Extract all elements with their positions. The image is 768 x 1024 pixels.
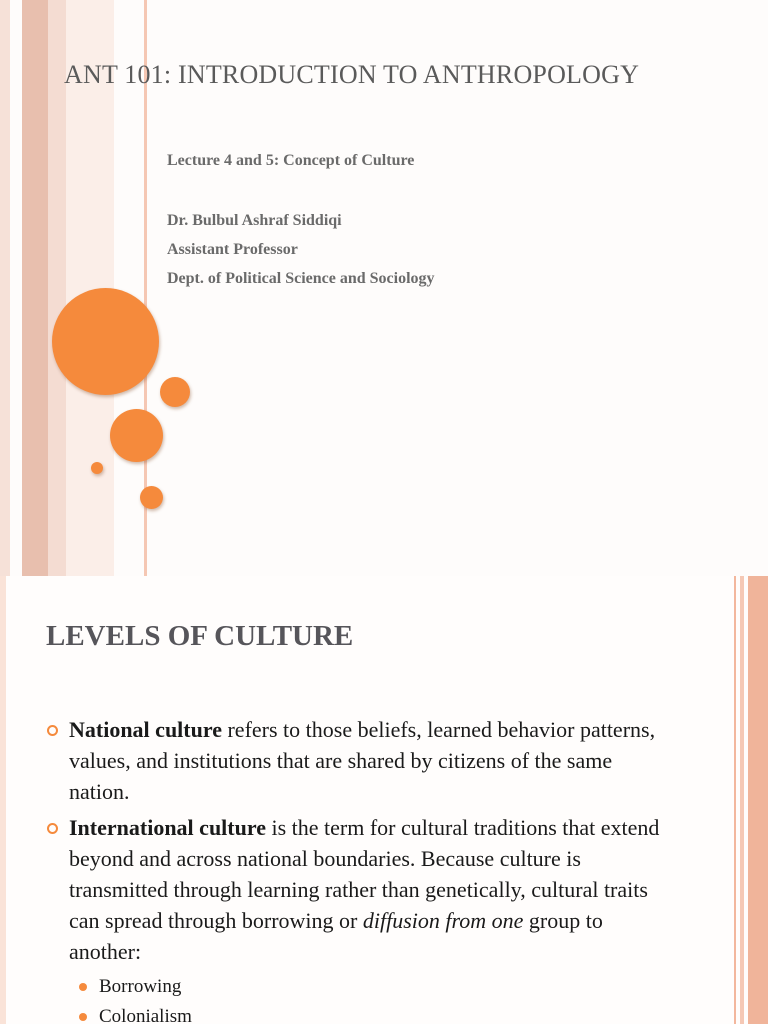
sub-item-label: Borrowing [99,976,182,997]
decor-circle-small [160,377,190,407]
decor-stripe [22,0,48,576]
decor-stripe [0,576,6,1024]
decor-circle-small [140,486,163,509]
decor-stripe [0,0,10,576]
content-slide [0,576,768,1024]
bullet-ring-icon [47,823,58,834]
lecture-subtitle: Lecture 4 and 5: Concept of Culture [167,152,415,169]
author-name: Dr. Bulbul Ashraf Siddiqi [167,212,342,229]
course-title: ANT 101: INTRODUCTION TO ANTHROPOLOGY [64,60,640,89]
sub-list-item [46,972,666,1002]
decor-circle-medium [110,409,163,462]
list-item [46,812,666,967]
author-department: Dept. of Political Science and Sociology [167,270,435,287]
bullet-list [46,714,666,1024]
decor-circle-tiny [91,462,103,474]
term-international-culture: International culture [69,815,266,840]
list-item [46,714,666,807]
slide-title: LEVELS OF CULTURE [46,620,354,652]
decor-line [734,576,736,1024]
bullet-dot-icon [79,983,87,991]
bullet-text: group to another: [69,908,603,964]
bullet-dot-icon [79,1013,87,1021]
decor-circle-large [52,288,159,395]
decor-stripe [740,576,744,1024]
decor-stripe [748,576,768,1024]
sub-item-label: Colonialism [99,1006,192,1024]
bullet-italic-text: diffusion from one [362,908,524,933]
bullet-text: is the term for cultural traditions that extend beyond and across national boundaries. Because culture is transmitted through learning rather than genetically, cultural traits can spread through borrowing or [69,815,660,933]
bullet-ring-icon [47,725,58,736]
author-position: Assistant Professor [167,241,298,258]
term-national-culture: National culture [69,717,222,742]
bullet-text: refers to those beliefs, learned behavior patterns, values, and institutions that are shared by citizens of the same nation. [69,717,656,804]
sub-list-item [46,1002,666,1024]
